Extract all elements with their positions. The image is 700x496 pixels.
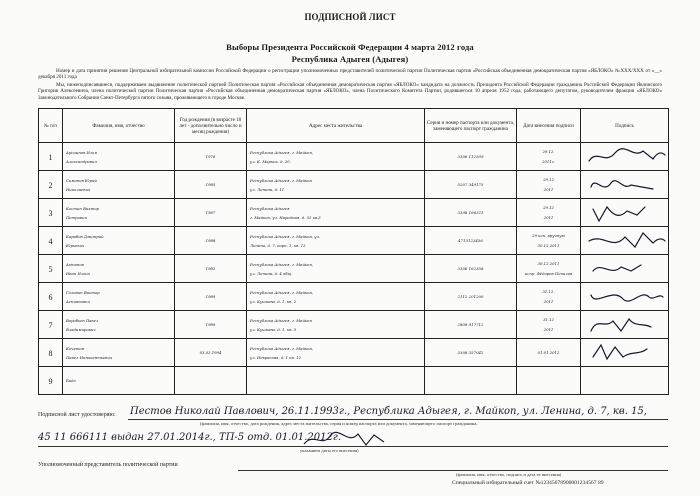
date-line-2: 30.12.2011 [537, 242, 560, 248]
cell-signature [581, 311, 669, 339]
row-number-text: 1 [48, 153, 53, 162]
cell-birth [175, 283, 247, 311]
date-line-2: 2011 [543, 186, 554, 192]
cell-date [517, 311, 581, 339]
name-line-2: Владимирович [66, 326, 96, 332]
passport-value: 3308 357042 [457, 350, 484, 355]
address-line-2: ул. Ленина, д. 4 общ [250, 270, 292, 276]
cell-signature [581, 199, 669, 227]
row-number [39, 367, 63, 395]
signature-icon [583, 285, 667, 309]
row-number-text: 3 [48, 209, 53, 218]
certifier-underline-2 [38, 446, 668, 447]
cell-birth [175, 255, 247, 283]
table-row [39, 171, 669, 199]
signature-icon [583, 201, 667, 225]
cell-address [247, 171, 425, 199]
name-line-1: Головин Виктор [66, 289, 100, 295]
header-name: Фамилия, имя, отчество [63, 109, 175, 143]
cell-passport [425, 227, 517, 255]
date-line-1: 30.12.2011 [537, 260, 560, 266]
signature-icon [583, 341, 667, 365]
signature-icon [583, 173, 667, 197]
certifier-handwritten-line2: 45 11 666111 выдан 27.01.2014г., ТП-5 отд. 01.01.2012г. [38, 432, 342, 443]
row-number [39, 199, 63, 227]
row-number [39, 143, 63, 171]
cell-name [63, 171, 175, 199]
certifier-handwritten-line1: Пестов Николай Павлович, 26.11.1993г., Республика Адыгея, г. Майкоп, ул. Ленина, д. 7, кв. 15, [130, 406, 647, 417]
table-row [39, 255, 669, 283]
passport-value: 3306 162358 [457, 266, 484, 271]
cell-signature [581, 255, 669, 283]
cell-passport [425, 283, 517, 311]
cell-passport [425, 255, 517, 283]
header-address: Адрес места жительства [247, 109, 425, 143]
passport-value: 3398 166321 [457, 210, 484, 215]
date-line-1: 29 исп. вручную [532, 232, 565, 238]
row-number-text: 5 [48, 265, 53, 274]
cell-passport [425, 367, 517, 395]
cell-birth [175, 171, 247, 199]
row-number-text: 6 [48, 293, 53, 302]
address-line-2: г. Майкоп, ул. Народная, д. 52 кв.3 [250, 214, 321, 220]
row-number [39, 339, 63, 367]
cell-date [517, 199, 581, 227]
row-number-text: 9 [48, 377, 53, 386]
date-line-2: 2011 [543, 326, 554, 332]
passport-value: 4713123456 [458, 238, 483, 243]
cell-date [517, 143, 581, 171]
cell-signature [581, 367, 669, 395]
certifier-signature-icon [300, 430, 390, 450]
cell-address [247, 255, 425, 283]
address-line-1: Республика Адыгея [250, 205, 290, 211]
address-line-2: ул. Кушкова, д. 1, кв. 2 [250, 298, 297, 304]
address-line-1: Республика Адыгея, г. Майкоп, [250, 289, 314, 295]
cell-birth [175, 311, 247, 339]
table-row [39, 339, 669, 367]
cell-signature [581, 339, 669, 367]
cell-date [517, 227, 581, 255]
cell-name [63, 199, 175, 227]
special-account: Специальный избирательный счет №12345678900001234567 89 [452, 480, 604, 486]
header-num: № п/п [39, 109, 63, 143]
address-line-2: ул. Кушкова, д. 1, кв. 3 [250, 326, 297, 332]
name-line-2: Николаевич [66, 186, 91, 192]
name-line-1: Симонов Юрий [66, 177, 97, 183]
certifier-caption-1: (фамилия, имя, отчество, дата рождения, адрес места жительства, серия и номер паспорта или документа, заменяющего паспорт гражданина, [200, 421, 478, 426]
table-row [39, 283, 669, 311]
table-row [39, 143, 669, 171]
cell-address [247, 339, 425, 367]
cell-date [517, 367, 581, 395]
name-line-2: Иван Ильич [66, 270, 91, 276]
intro-paragraph-1: Номер и дата принятия решения Центральной избирательной комиссии Российской Федерации о регистрации уполномоченных представителей политической партии Политическая партия «Российская объединенная демократическая партия «ЯБЛОКО» №ХХХ/ХХХ от «__» декабря 2011 года [38, 68, 662, 81]
header-date: Дата внесения подписи [517, 109, 581, 143]
cell-passport [425, 143, 517, 171]
table-header-row [39, 109, 669, 143]
cell-name [63, 227, 175, 255]
cell-date [517, 255, 581, 283]
cell-address [247, 283, 425, 311]
cell-name [63, 339, 175, 367]
name-line-2: Юрьевич [66, 242, 85, 248]
cell-signature [581, 227, 669, 255]
address-line-2: ул. Ленина, д. 11 [250, 186, 285, 192]
cell-address [247, 227, 425, 255]
date-line-1: 29.12. [542, 148, 555, 154]
table-row [39, 367, 669, 395]
cell-passport [425, 339, 517, 367]
address-line-2: ул. К. Маркса, д. 20. [250, 158, 291, 164]
table-row [39, 311, 669, 339]
birth-value: 1989 [205, 322, 216, 327]
row-number-text: 4 [48, 237, 53, 246]
intro-paragraph-2: Мы, нижеподписавшиеся, поддерживаем выдвижение политической партией Политическая партия «Российская объединенная демократическая партия «ЯБЛОКО» кандидата на должность Президента Российской Федерации гражданина Российской Федерации Явлинского Григория Алексеевича, члена политической партии Политическая партия «Российская объединенная демократическая партия «ЯБЛОКО», члена Политического Комитета Партии, родившегося 10 апреля 1952 года, работающего депутатом, руководителем фракции «ЯБЛОКО» Законодательного Собрания Санкт-Петербурга пятого созыва, проживающего в городе Москве. [38, 82, 662, 101]
date-line-1: 31.12 [543, 316, 554, 322]
cell-passport [425, 199, 517, 227]
address-line-1: Республика Адыгея, г. Майкоп, ул. [250, 233, 321, 239]
cell-date [517, 283, 581, 311]
name-line-1: Кочетов [66, 345, 84, 351]
address-line-1: Республика Адыгея, г. Майкоп [250, 317, 312, 323]
cell-name [63, 255, 175, 283]
name-line-2: Петрович [66, 214, 87, 220]
address-line-2: ул. Некрасова, д. 1 кв. 12 [250, 354, 302, 360]
passport-value: 3306 112509 [457, 154, 484, 159]
name-line-1: Карабов Дмитрий [66, 233, 104, 239]
date-line-1: 01.01.2012 [537, 349, 560, 355]
passport-value: 2808 917712 [457, 322, 484, 327]
signature-icon [583, 257, 667, 281]
signatures-table [38, 108, 669, 395]
cell-date [517, 171, 581, 199]
document-region: Республика Адыгея (Адыгея) [291, 54, 409, 64]
date-line-1: 31.12. [542, 288, 555, 294]
name-line-2: Аспианович [66, 298, 90, 304]
cell-address [247, 199, 425, 227]
date-line-1: 29.12 [543, 204, 554, 210]
signature-icon [583, 229, 667, 253]
address-line-2: Ленина, д. 7, корп. 1, кв. 12 [250, 242, 306, 248]
row-number-text: 2 [48, 181, 53, 190]
passport-value: 2112 201200 [457, 294, 484, 299]
name-line-1: Костин Виктор [66, 205, 99, 211]
row-number [39, 227, 63, 255]
birth-value: 1985 [205, 182, 216, 187]
signature-icon [583, 313, 667, 337]
cell-name [63, 311, 175, 339]
representative-underline [238, 470, 668, 471]
date-line-2: 2011 [543, 298, 554, 304]
cell-signature [581, 143, 669, 171]
cell-name [63, 283, 175, 311]
table-row [39, 199, 669, 227]
table-row [39, 227, 669, 255]
date-line-1: 29.12 [543, 176, 554, 182]
cell-signature [581, 283, 669, 311]
birth-value: 03.03.1994 [199, 349, 222, 355]
cell-name [63, 367, 175, 395]
birth-value: 1982 [205, 266, 216, 271]
address-line-1: Республика Адыгея, г. Майкоп, [250, 345, 314, 351]
name-line-1: Ахтанов [66, 261, 84, 267]
date-line-2: 2011г. [542, 158, 555, 164]
certifier-caption-2: указанием даты его внесения) [300, 448, 359, 453]
document-title: ПОДПИСНОЙ ЛИСТ [304, 12, 396, 22]
representative-caption: (фамилия, имя, отчество, подпись и дата ее внесения) [456, 472, 562, 477]
name-line-1: Воробьев Павел [66, 317, 99, 323]
row-number [39, 171, 63, 199]
cell-birth [175, 199, 247, 227]
name-line-1: Арсиинов Илья [66, 149, 97, 155]
address-line-1: Республика Адыгея, г. Майкоп, [250, 149, 314, 155]
address-line-1: Республика Адыгея, г. Майкоп, [250, 261, 314, 267]
document-subtitle: Выборы Президента Российской Федерации 4 марта 2012 года [226, 42, 474, 52]
cell-birth [175, 143, 247, 171]
date-line-2: испр. Фёдоров Почилов [524, 270, 573, 276]
certified-label: Подписной лист удостоверяю: [38, 412, 116, 418]
cell-birth [175, 367, 247, 395]
cell-date [517, 339, 581, 367]
row-number [39, 283, 63, 311]
cell-birth [175, 339, 247, 367]
row-number [39, 255, 63, 283]
date-line-2: 2011 [543, 214, 554, 220]
birth-value: 1976 [205, 154, 216, 159]
name-line-2: Александрович [66, 158, 97, 164]
birth-value: 1967 [205, 210, 216, 215]
signature-icon [583, 145, 667, 169]
birth-value: 1988 [205, 238, 216, 243]
cell-name [63, 143, 175, 171]
cell-address [247, 367, 425, 395]
address-line-1: Республика Адыгея, г. Майкоп [250, 177, 312, 183]
cell-address [247, 311, 425, 339]
header-signature: Подпись [581, 109, 669, 143]
name-line-2: Павел Иннокентьевич [66, 354, 113, 360]
row-number [39, 311, 63, 339]
cell-passport [425, 171, 517, 199]
cell-passport [425, 311, 517, 339]
cell-address [247, 143, 425, 171]
birth-value: 1989 [205, 294, 216, 299]
cell-birth [175, 227, 247, 255]
certifier-underline-1 [128, 419, 668, 420]
name-line-1: Бадо [66, 378, 76, 383]
header-birth: Год рождения (в возрасте 18 лет - дополнительно число и месяц рождения) [175, 109, 247, 143]
header-passport: Серия и номер паспорта или документа, заменяющего паспорт гражданина [425, 109, 517, 143]
cell-signature [581, 171, 669, 199]
representative-label: Уполномоченный представитель политической партии [38, 462, 178, 468]
row-number-text: 7 [48, 321, 53, 330]
row-number-text: 8 [48, 349, 53, 358]
passport-value: 5207 349175 [457, 182, 484, 187]
